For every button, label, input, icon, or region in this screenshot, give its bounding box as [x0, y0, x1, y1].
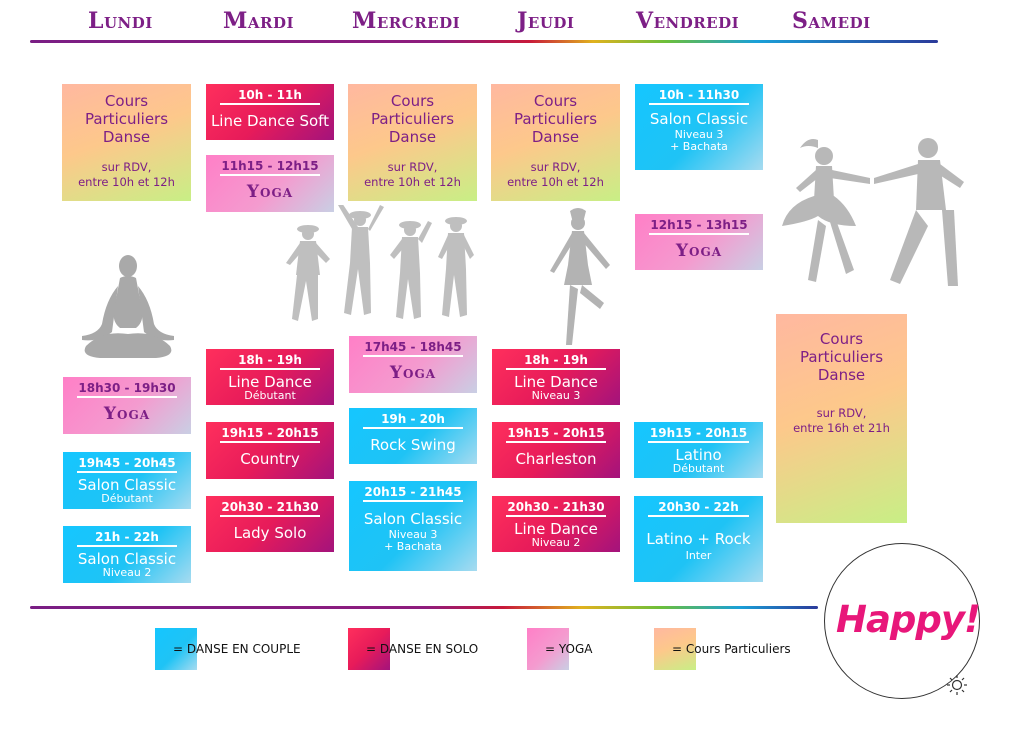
- vendredi-latino-rock-card[interactable]: [634, 496, 763, 582]
- jeudi-charleston-card[interactable]: [492, 422, 620, 478]
- cours-hours: entre 10h et 12h: [78, 175, 175, 189]
- samedi-cours-particuliers-card[interactable]: [776, 314, 907, 523]
- salsa-couple-silhouette-icon: [778, 130, 970, 295]
- legend-label-yoga: = YOGA: [545, 642, 593, 656]
- class-name: Salon Classic: [363, 510, 463, 528]
- class-level: Débutant: [101, 492, 153, 505]
- day-header-vendredi: Vendredi: [636, 8, 740, 34]
- class-name: Salon Classic: [77, 476, 177, 494]
- class-name: Line Dance: [228, 373, 312, 391]
- cours-title-line2: Particuliers: [513, 110, 598, 128]
- class-time: 19h15 - 20h15: [506, 426, 606, 443]
- mercredi-rock-swing-card[interactable]: [349, 408, 477, 464]
- cours-title-line3: Danse: [531, 128, 580, 146]
- cours-rdv: sur RDV,: [101, 160, 152, 174]
- sun-icon: [946, 674, 968, 696]
- class-name: Yoga: [246, 182, 294, 202]
- class-level: Débutant: [672, 462, 725, 475]
- class-time: 11h15 - 12h15: [220, 159, 320, 176]
- class-level: Niveau 3: [674, 128, 724, 141]
- class-name: Salon Classic: [77, 550, 177, 568]
- class-time: 19h45 - 20h45: [77, 456, 177, 473]
- class-name: Rock Swing: [370, 436, 456, 454]
- day-header-samedi: Samedi: [792, 8, 871, 34]
- yoga-meditation-silhouette-icon: [72, 250, 184, 365]
- class-time: 20h15 - 21h45: [363, 485, 463, 502]
- class-level: Niveau 3: [531, 389, 581, 402]
- class-name: Lady Solo: [233, 524, 307, 542]
- class-time: 20h30 - 21h30: [506, 500, 606, 517]
- day-header-jeudi: Jeudi: [517, 8, 575, 34]
- mardi-line-dance-debutant-card[interactable]: [206, 349, 334, 405]
- vendredi-yoga-card[interactable]: [635, 214, 763, 270]
- bottom-divider: [30, 606, 818, 609]
- mardi-lady-solo-card[interactable]: [206, 496, 334, 552]
- cours-title-line1: Cours: [533, 92, 578, 110]
- class-name: Salon Classic: [649, 110, 749, 128]
- class-time: 20h30 - 21h30: [220, 500, 320, 517]
- jeudi-line-dance-niveau3-card[interactable]: [492, 349, 620, 405]
- cours-rdv: sur RDV,: [530, 160, 581, 174]
- cours-title-line2: Particuliers: [84, 110, 169, 128]
- vendredi-salon-classic-card[interactable]: [635, 84, 763, 170]
- legend-label-couple: = DANSE EN COUPLE: [173, 642, 301, 656]
- class-name: Country: [240, 450, 300, 468]
- cours-rdv: sur RDV,: [387, 160, 438, 174]
- happy-logo-text: Happy!: [836, 598, 980, 641]
- class-time: 19h15 - 20h15: [220, 426, 320, 443]
- lundi-salon-classic-debutant-card[interactable]: [63, 452, 191, 509]
- class-name: Yoga: [675, 241, 723, 261]
- lundi-cours-particuliers-card[interactable]: [62, 84, 191, 201]
- top-divider: [30, 40, 938, 43]
- class-time: 12h15 - 13h15: [649, 218, 749, 235]
- lundi-yoga-card[interactable]: [63, 377, 191, 434]
- class-level: Niveau 2: [531, 536, 581, 549]
- class-time: 18h - 19h: [220, 353, 320, 370]
- class-level: Débutant: [244, 389, 296, 402]
- mercredi-yoga-card[interactable]: [349, 336, 477, 393]
- cours-title-line2: Particuliers: [799, 348, 884, 366]
- line-dancers-silhouette-icon: [278, 205, 484, 327]
- class-time: 17h45 - 18h45: [363, 340, 463, 357]
- charleston-dancer-silhouette-icon: [540, 205, 620, 350]
- class-level: Inter: [685, 549, 712, 562]
- legend-label-solo: = DANSE EN SOLO: [366, 642, 479, 656]
- class-time: 10h - 11h: [220, 88, 320, 105]
- class-name: Yoga: [103, 404, 151, 424]
- legend-label-cours: = Cours Particuliers: [672, 642, 791, 656]
- class-name: Latino: [675, 446, 722, 464]
- class-name: Line Dance Soft: [210, 112, 330, 130]
- mardi-yoga-card[interactable]: [206, 155, 334, 212]
- class-time: 20h30 - 22h: [648, 500, 749, 517]
- class-time: 19h15 - 20h15: [648, 426, 749, 443]
- class-time: 18h30 - 19h30: [77, 381, 177, 398]
- class-name: Line Dance: [514, 520, 598, 538]
- class-name: Yoga: [389, 363, 437, 383]
- cours-title-line1: Cours: [390, 92, 435, 110]
- class-time: 19h - 20h: [363, 412, 463, 429]
- class-name: Latino + Rock: [646, 530, 751, 548]
- class-extra: + Bachata: [384, 540, 442, 553]
- cours-title-line1: Cours: [819, 330, 864, 348]
- day-header-mardi: Mardi: [223, 8, 294, 34]
- class-level: Niveau 2: [102, 566, 152, 579]
- class-level: Niveau 3: [388, 528, 438, 541]
- jeudi-line-dance-niveau2-card[interactable]: [492, 496, 620, 552]
- day-header-lundi: Lundi: [88, 8, 153, 34]
- mercredi-cours-particuliers-card[interactable]: [348, 84, 477, 201]
- class-name: Line Dance: [514, 373, 598, 391]
- cours-title-line3: Danse: [817, 366, 866, 384]
- cours-hours: entre 10h et 12h: [507, 175, 604, 189]
- mardi-line-dance-soft-card[interactable]: [206, 84, 334, 140]
- class-time: 18h - 19h: [506, 353, 606, 370]
- cours-title-line2: Particuliers: [370, 110, 455, 128]
- cours-hours: entre 10h et 12h: [364, 175, 461, 189]
- class-time: 21h - 22h: [77, 530, 177, 547]
- class-time: 10h - 11h30: [649, 88, 749, 105]
- cours-title-line3: Danse: [388, 128, 437, 146]
- jeudi-cours-particuliers-card[interactable]: [491, 84, 620, 201]
- cours-title-line3: Danse: [102, 128, 151, 146]
- day-header-mercredi: Mercredi: [352, 8, 461, 34]
- mercredi-salon-classic-card[interactable]: [349, 481, 477, 571]
- vendredi-latino-debutant-card[interactable]: [634, 422, 763, 478]
- cours-rdv: sur RDV,: [816, 406, 867, 420]
- class-extra: + Bachata: [670, 140, 728, 153]
- cours-title-line1: Cours: [104, 92, 149, 110]
- cours-hours: entre 16h et 21h: [793, 421, 890, 435]
- class-name: Charleston: [515, 450, 597, 468]
- mardi-country-card[interactable]: [206, 422, 334, 479]
- lundi-salon-classic-niveau2-card[interactable]: [63, 526, 191, 583]
